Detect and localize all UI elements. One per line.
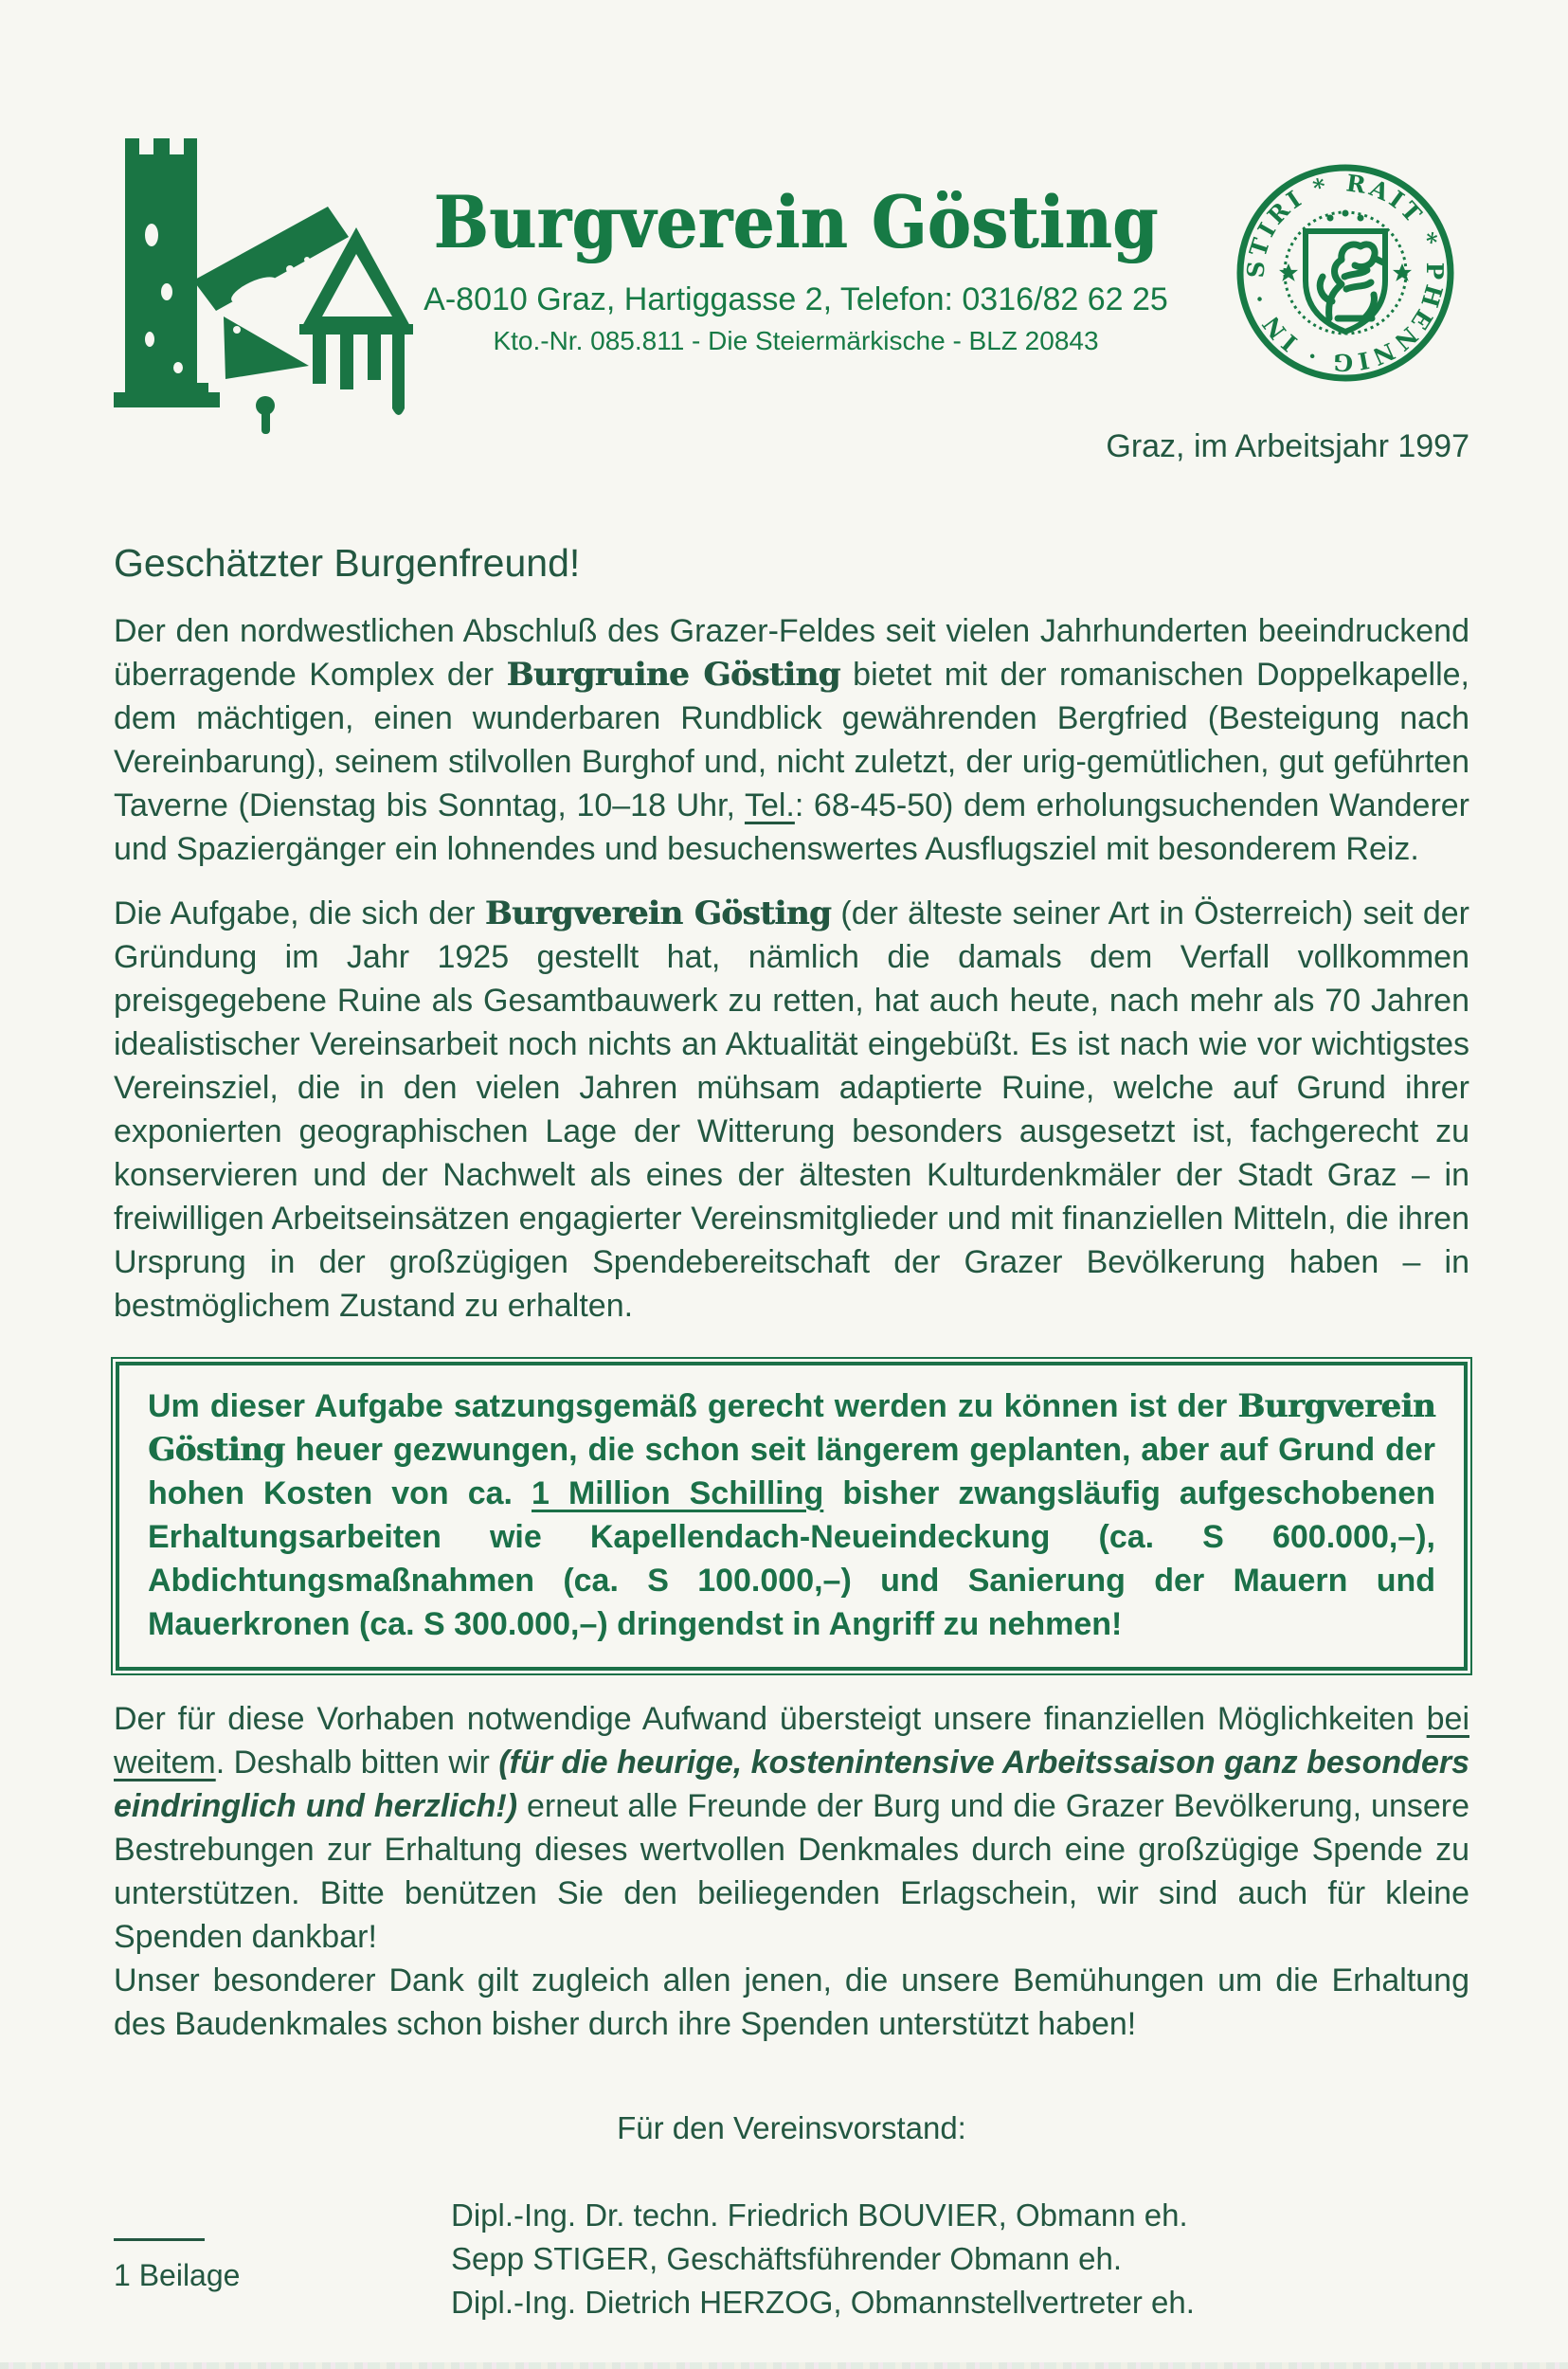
paragraph-funding-notice: [148, 1384, 1435, 1646]
enclosure: [114, 2238, 240, 2293]
text-run: Der für diese Vorhaben notwendige Aufwand übersteigt unsere finanziellen Möglichkeiten: [114, 1701, 1427, 1737]
text-run: bei weitem: [114, 1701, 1469, 1781]
salutation: Geschätzter Burgenfreund!: [114, 541, 581, 585]
letter-body: [114, 540, 1469, 2324]
text-run: Tel.: [744, 787, 795, 823]
paragraph-mission: [114, 892, 1469, 1328]
text-run: Um dieser Aufgabe satzungsgemäß gerecht werden zu können ist der: [148, 1388, 1238, 1424]
closing-lead: Für den Vereinsvorstand:: [617, 2110, 966, 2145]
text-run: Der den nordwestlichen Abschluß des Grazer-Feldes seit vielen Jahrhunderten beeindruckend überragende Komplex der: [114, 613, 1469, 693]
text-run: Unser besonderer Dank gilt zugleich allen jenen, die unsere Bemühungen um die Erhaltung des Baudenkmales schon bisher durch ihre Spenden unterstützt haben!: [114, 1962, 1469, 2042]
text-run: (für die heurige, kostenintensive Arbeitssaison ganz besonders eindringlich und herzlich!): [114, 1745, 1469, 1824]
text-run: bietet mit der romanischen Doppelkapelle, dem mächtigen, einen wunderbaren Rundblick gewährenden Bergfried (Besteigung nach Vereinbarung), seinem stilvollen Burghof und, nicht zuletzt, der urig-gemütlichen, gut geführten Taverne (Dienstag bis Sonntag, 10–18 Uhr,: [114, 657, 1469, 823]
signatory-line: Sepp STIGER, Geschäftsführender Obmann eh.: [451, 2241, 1123, 2276]
signatory-line: Dipl.-Ing. Dr. techn. Friedrich BOUVIER, Obmann eh.: [451, 2197, 1188, 2233]
scan-edge-artifact: [0, 2362, 1568, 2369]
enclosure-note: 1 Beilage: [114, 2258, 241, 2292]
text-run: (der älteste seiner Art in Österreich) seit der Gründung im Jahr 1925 gestellt hat, nämlich die damals dem Verfall vollkommen preisgegebene Ruine als Gesamtbauwerk zu retten, hat auch heute, nach mehr als 70 Jahren idealistischer Vereinsarbeit noch nichts an Aktualität eingebüßt. Es ist nach wie vor wichtigstes Vereinsziel, die in den vielen Jahren mühsam adaptierte Ruine, welche auf Grund ihrer exponierten geographischen Lage der Witterung besonders ausgesetzt ist, fachgerecht zu konservieren und der Nachwelt als eines der ältesten Kulturdenkmäler der Stadt Graz – in freiwilligen Arbeitseinsätzen engagierter Vereinsmitglieder und mit finanziellen Mitteln, die ihren Ursprung in der großzügigen Spendebereitschaft der Grazer Bevölkerung haben – in bestmöglichem Zustand zu erhalten.: [114, 895, 1469, 1324]
org-title: Burgverein Gösting: [433, 180, 1159, 265]
text-run: bisher zwangsläufig aufgeschobenen Erhaltungsarbeiten wie Kapellendach-Neueindeckung (ca. S 600.000,–), Abdichtungsmaßnahmen (ca. S 100.000,–) und Sanierung der Mauern und Mauerkronen (ca. S 300.000,–) dringendst in Angriff zu nehmen!: [148, 1475, 1436, 1642]
signatories: [451, 2194, 1469, 2324]
enclosure-rule: [114, 2238, 205, 2241]
rait-pfennig-seal-icon: [1232, 159, 1459, 387]
masthead: [407, 180, 1184, 356]
text-run: Burgverein Gösting: [484, 895, 832, 932]
text-run: Burgruine Gösting: [506, 656, 840, 694]
text-run: 1 Million Schilling: [532, 1475, 824, 1511]
castle-ruin-logo-icon: [112, 121, 424, 448]
seal-legend: RAIT * PHENNIG · IN · STIRI *: [1241, 169, 1449, 377]
text-run: Die Aufgabe, die sich der: [114, 895, 485, 931]
signatory-line: Dipl.-Ing. Dietrich HERZOG, Obmannstellvertreter eh.: [451, 2285, 1195, 2320]
paragraph-donation-appeal: [114, 1697, 1469, 1959]
date-line: Graz, im Arbeitsjahr 1997: [1106, 428, 1469, 464]
text-run: heuer gezwungen, die schon seit längerem geplanten, aber auf Grund der hohen Kosten von ca.: [148, 1432, 1435, 1511]
paragraph-intro: [114, 609, 1469, 871]
funding-notice-box: [116, 1362, 1468, 1671]
text-run: Burgverein Gösting: [148, 1387, 1435, 1469]
paragraph-thanks: [114, 1959, 1469, 2046]
text-run: erneut alle Freunde der Burg und die Grazer Bevölkerung, unsere Bestrebungen zur Erhaltung dieses wertvollen Denkmales durch eine großzügige Spende zu unterstützen. Bitte benützen Sie den beiliegenden Erlagschein, wir sind auch für kleine Spenden dankbar!: [114, 1788, 1469, 1955]
org-bank-info: Kto.-Nr. 085.811 - Die Steiermärkische - BLZ 20843: [493, 326, 1099, 356]
text-run: . Deshalb bitten wir: [215, 1745, 499, 1781]
org-address: A-8010 Graz, Hartiggasse 2, Telefon: 0316/82 62 25: [424, 281, 1168, 318]
text-run: : 68-45-50) dem erholungsuchenden Wanderer und Spaziergänger ein lohnendes und besuchenswertes Ausflugsziel mit besonderem Reiz.: [114, 787, 1470, 867]
